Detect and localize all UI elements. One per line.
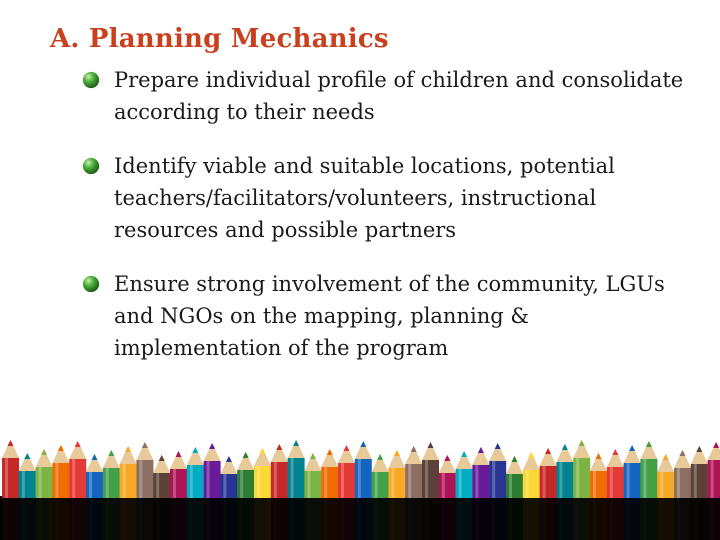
green-sphere-icon xyxy=(82,71,100,89)
bullet-list xyxy=(82,64,702,386)
bullet-text: Ensure strong involvement of the community, LGUs and NGOs on the mapping, planning & implementation of the program xyxy=(114,272,665,360)
colored-pencils-photo xyxy=(0,432,720,540)
bullet-item xyxy=(82,64,702,128)
pencil-illustration xyxy=(0,432,720,540)
slide-title: A. Planning Mechanics xyxy=(50,24,389,54)
bullet-item xyxy=(82,150,702,246)
green-sphere-icon xyxy=(82,275,100,293)
bullet-text: Identify viable and suitable locations, potential teachers/facilitators/volunteers, instructional resources and possible partners xyxy=(114,154,615,242)
green-sphere-icon xyxy=(82,157,100,175)
bullet-item xyxy=(82,268,702,364)
bottom-shadow xyxy=(0,498,720,540)
bullet-text: Prepare individual profile of children and consolidate according to their needs xyxy=(114,68,684,124)
